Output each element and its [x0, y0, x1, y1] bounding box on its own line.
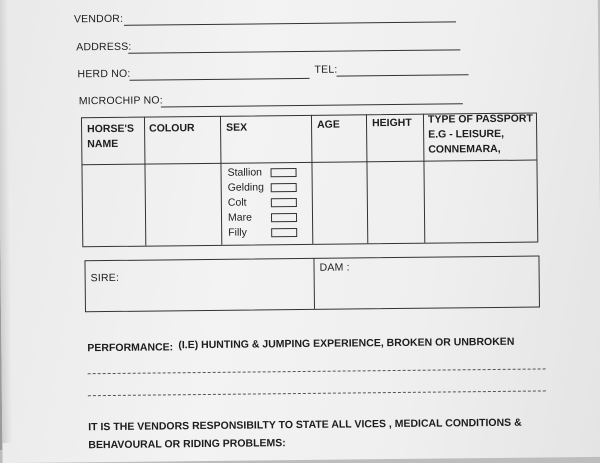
sex-option-label: Mare — [227, 211, 253, 224]
gelding-checkbox[interactable] — [271, 183, 297, 192]
microchip-field[interactable] — [161, 103, 463, 107]
header-horse-name: HORSE'S NAME — [87, 122, 134, 151]
vendor-field[interactable] — [124, 21, 456, 25]
sex-option-label: Stallion — [227, 166, 263, 179]
address-field[interactable] — [128, 49, 460, 53]
filly-checkbox[interactable] — [271, 228, 297, 237]
tel-field[interactable] — [337, 74, 469, 76]
mare-checkbox[interactable] — [271, 213, 297, 222]
sire-dam-box — [84, 255, 540, 312]
herd-no-label: HERD NO: — [77, 67, 131, 81]
colt-checkbox[interactable] — [271, 198, 297, 207]
performance-line[interactable] — [88, 390, 546, 396]
header-age: AGE — [316, 118, 340, 131]
sheet-edge — [0, 0, 12, 443]
sex-option-label: Colt — [227, 196, 247, 209]
tel-label: TEL: — [314, 63, 338, 76]
vices-statement-cont: BEHAVOURAL OR RIDING PROBLEMS: — [88, 437, 286, 452]
vices-statement: IT IS THE VENDORS RESPONSIBILTY TO STATE ALL VICES , MEDICAL CONDITIONS & — [88, 416, 522, 434]
herd-no-field[interactable] — [130, 78, 310, 81]
header-sex: SEX — [226, 121, 248, 134]
performance-description: (I.E) HUNTING & JUMPING EXPERIENCE, BROKEN OR UNBROKEN — [178, 335, 515, 352]
address-label: ADDRESS: — [76, 40, 132, 54]
stallion-checkbox[interactable] — [271, 168, 297, 177]
sire-label: SIRE: — [90, 271, 120, 285]
sex-option-label: Filly — [228, 226, 247, 239]
dam-label: DAM : — [319, 261, 350, 274]
performance-label: PERFORMANCE: — [87, 341, 174, 355]
header-colour: COLOUR — [149, 122, 195, 135]
header-passport-type: TYPE OF PASSPORT E.G - LEISURE, CONNEMARA, — [427, 112, 533, 156]
header-height: HEIGHT — [371, 116, 412, 130]
sex-option-label: Gelding — [227, 181, 264, 194]
vendor-label: VENDOR: — [73, 12, 124, 26]
performance-line[interactable] — [88, 368, 546, 374]
microchip-label: MICROCHIP NO: — [78, 94, 163, 108]
